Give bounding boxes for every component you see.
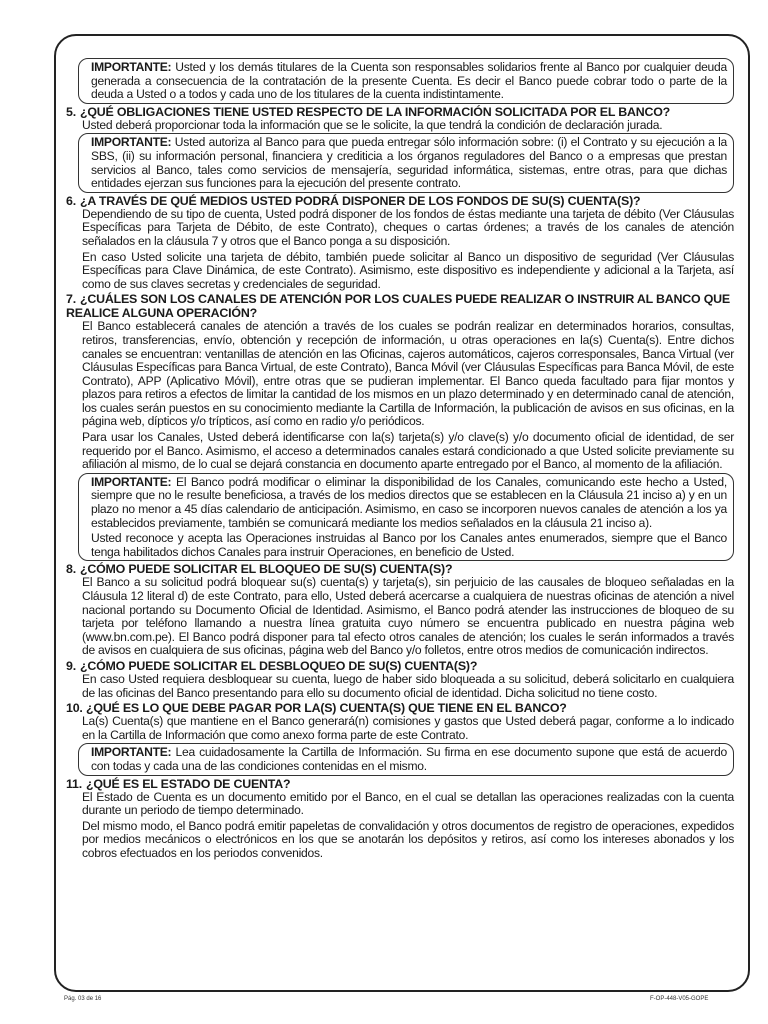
section-11-heading: 11. ¿QUÉ ES EL ESTADO DE CUENTA? xyxy=(66,776,291,791)
section-6-heading: 6. ¿A TRAVÉS DE QUÉ MEDIOS USTED PODRÁ DISPONER DE LOS FONDOS DE SU(S) CUENTA(S)? xyxy=(66,193,641,208)
section-9-body: En caso Usted requiera desbloquear su cuenta, luego de haber sido bloqueada a su solicitud, deberá solicitarlo en cualquiera de las oficinas del Banco presentando para ello su documento oficial de identidad. Dicha solicitud no tiene costo. xyxy=(82,671,734,700)
section-7-body: El Banco establecerá canales de atención a través de los cuales se podrán realizar en determinados horarios, consultas, retiros, transferencias, envío, obtención y recepción de información, u otras operaciones en la(s) Cuenta(s). Entre dichos canales se encuentran: ventanillas de atención en las Oficinas, cajeros automáticos, cajeros corresponsales, Banca Virtual (ver Cláusulas Específicas para Banca Virtual, de este Contrato), Banca Móvil (ver Cláusulas Específicas para Banca Móvil, de este Contrato), APP (Aplicativo Móvil), entre otras que se pudieran implementar. El Banco queda facultado para fijar montos y plazos para retiros a efectos de limitar la cantidad de los mismos en un plazo determinado y en determinado canal de atención, los cuales serán puestos en su conocimiento mediante la Cartilla de Información, la publicación de avisos en sus oficinas, en la página web, dípticos y/o trípticos, así como en radio y/o periódicos. Para usar los Canales, Usted deberá identificarse con la(s) tarjeta(s) y/o clave(s) y/o documento oficial de identidad, de ser requerido por el Banco. Asimismo, el acceso a determinados canales estará condicionado a que Usted solicite previamente su afiliación al mismo, de lo cual se dejará constancia en documento aparte entregado por el Banco, al momento de la afiliación. xyxy=(82,319,734,472)
section-10-body: La(s) Cuenta(s) que mantiene en el Banco generará(n) comisiones y gastos que Usted deberá pagar, conforme a lo indicado en la Cartilla de Información que como anexo forma parte de este Contrato. xyxy=(82,714,734,742)
important-box-1 xyxy=(78,58,734,104)
form-code: F-OP-448-V05-GOPE xyxy=(650,996,709,1002)
important-label: IMPORTANTE: xyxy=(91,474,172,489)
important-label: IMPORTANTE: xyxy=(91,745,172,760)
section-5-heading: 5. ¿QUÉ OBLIGACIONES TIENE USTED RESPECTO DE LA INFORMACIÓN SOLICITADA POR EL BANCO? xyxy=(66,104,671,119)
section-11-body: El Estado de Cuenta es un documento emitido por el Banco, en el cual se detallan las operaciones realizadas con la cuenta durante un periodo de tiempo determinado. Del mismo modo, el Banco podrá emitir papeletas de convalidación y otros documentos de registro de operaciones, expedidos por medios mecánicos o electrónicos en los que se anotarán los depósitos y retiros, así como los intereses abonados y los cobros efectuados en los periodos convenidos. xyxy=(82,789,734,860)
important-text-1: Usted y los demás titulares de la Cuenta son responsables solidarios frente al Banco por cualquier deuda generada a consecuencia de la contratación de la presente Cuenta. Es decir el Banco puede cobrar todo o parte de la deuda a Usted o a todos y cada uno de los titulares de la cuenta indistintamente. xyxy=(91,60,727,102)
important-text-3: El Banco podrá modificar o eliminar la disponibilidad de los Canales, comunicando este hecho a Usted, siempre que no le resulte beneficiosa, a través de los medios directos que se establecen en la Cláusula 21 inciso a) y en un plazo no menor a 45 días calendario de anticipación. Asimismo, en caso se incorporen nuevos canales de atención a los ya establecidos previamente, también se comunicará mediante los medios señalados en la cláusula 21 inciso a). xyxy=(91,474,727,530)
section-9-heading: 9. ¿CÓMO PUEDE SOLICITAR EL DESBLOQUEO DE SU(S) CUENTA(S)? xyxy=(66,658,478,673)
important-label: IMPORTANTE: xyxy=(91,60,172,74)
section-8-heading: 8. ¿CÓMO PUEDE SOLICITAR EL BLOQUEO DE SU(S) CUENTA(S)? xyxy=(66,562,453,577)
page-number: Pág. 03 de 16 xyxy=(64,996,102,1002)
section-10-heading: 10. ¿QUÉ ES LO QUE DEBE PAGAR POR LA(S) CUENTA(S) QUE TIENE EN EL BANCO? xyxy=(66,701,567,716)
important-box-2 xyxy=(78,133,734,192)
section-5-body: Usted deberá proporcionar toda la información que se le solicite, la que tendrá la condición de declaración jurada. xyxy=(82,117,663,132)
important-text-3b: Usted reconoce y acepta las Operaciones instruidas al Banco por los Canales antes enumerados, siempre que el Banco tenga habilitados dichos Canales para instruir Operaciones, en beneficio de Usted. xyxy=(91,531,727,559)
section-6-body: Dependiendo de su tipo de cuenta, Usted podrá disponer de los fondos de éstas mediante una tarjeta de débito (Ver Cláusulas Específicas para Tarjeta de Débito, de este Contrato), cheques o cartas órdenes; a través de los canales de atención señalados en la cláusula 7 y otros que el Banco ponga a su disposición. En caso Usted solicite una tarjeta de débito, también puede solicitar al Banco un dispositivo de seguridad (Ver Cláusulas Específicas para Clave Dinámica, de este Contrato). Asimismo, este dispositivo es independiente y adicional a la Tarjeta, así como de sus claves secretas y credenciales de seguridad. xyxy=(82,206,734,291)
important-box-4 xyxy=(78,743,734,775)
important-box-3 xyxy=(78,473,734,562)
important-label: IMPORTANTE: xyxy=(91,135,172,150)
document-content xyxy=(66,58,734,861)
section-8-body: El Banco a su solicitud podrá bloquear su(s) cuenta(s) y tarjeta(s), sin perjuicio de las causales de bloqueo señaladas en la Cláusula 12 literal d) de este Contrato, para ello, Usted deberá acercarse a cualquiera de nuestras oficinas de atención a nivel nacional portando su Documento Oficial de Identidad. Asimismo, el Banco podrá atender las instrucciones de bloqueo de su tarjeta por teléfono llamando a nuestra línea gratuita cuyo número se encuentra publicado en nuestra página web (www.bn.com.pe). El Banco podrá disponer para tal efecto otros canales de atención; los cuales le serán informados a través de avisos en cualquiera de sus oficinas, página web del Banco y/o folletos, entre otros medios de comunicación indirectos. xyxy=(82,575,734,658)
section-7-heading: 7. ¿CUÁLES SON LOS CANALES DE ATENCIÓN POR LOS CUALES PUEDE REALIZAR O INSTRUIR AL BANCO QUE REALICE ALGUNA OPERACIÓN? xyxy=(66,292,730,321)
important-text-4: Lea cuidadosamente la Cartilla de Información. Su firma en ese documento supone que está de acuerdo con todas y cada una de las condiciones contenidas en el mismo. xyxy=(91,745,727,773)
important-text-2: Usted autoriza al Banco para que pueda entregar sólo información sobre: (i) el Contrato y su ejecución a la SBS, (ii) su información personal, financiera y crediticia a los órganos reguladores del Banco o a empresas que prestan servicios al Banco, tales como servicios de mensajería, seguridad informática, sistemas, entre otras, para que dichas entidades ejerzan sus funciones para la ejecución del presente contrato. xyxy=(91,135,727,191)
